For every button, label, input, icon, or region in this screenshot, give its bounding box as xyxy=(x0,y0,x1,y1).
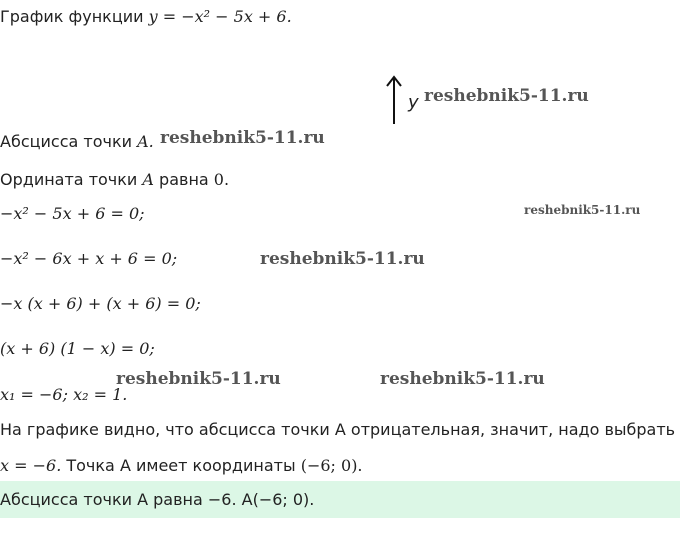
y-axis-arrow-icon xyxy=(384,74,404,126)
ordinate-value: 0. xyxy=(213,170,230,189)
point-name: A xyxy=(137,132,149,151)
explanation-line-1: На графике видно, что абсцисса точки A отрицательная, значит, надо выбрать xyxy=(0,420,676,439)
watermark: reshebnik5-11.ru xyxy=(380,369,545,389)
watermark: reshebnik5-11.ru xyxy=(524,203,641,217)
ordinate-tail-text: равна xyxy=(153,170,214,189)
explanation-coords: (−6; 0). xyxy=(300,456,363,475)
roots: x₁ = −6; x₂ = 1. xyxy=(0,385,128,404)
abscissa-text: Абсцисса точки xyxy=(0,132,138,151)
watermark: reshebnik5-11.ru xyxy=(116,369,281,389)
ordinate-line xyxy=(0,169,229,191)
equation-3: −x (x + 6) + (x + 6) = 0; xyxy=(0,294,201,313)
explanation-formula: x = −6. xyxy=(0,456,62,475)
title-formula: y = −x² − 5x + 6. xyxy=(148,7,292,26)
title-text: График функции xyxy=(0,7,149,26)
ordinate-text: Ордината точки xyxy=(0,170,143,189)
equation-1: −x² − 5x + 6 = 0; xyxy=(0,204,145,223)
answer-text: Абсцисса точки A равна −6. A(−6; 0). xyxy=(0,490,315,509)
problem-title xyxy=(0,6,292,28)
watermark: reshebnik5-11.ru xyxy=(260,249,425,269)
explanation-line-2 xyxy=(0,455,363,477)
equation-2: −x² − 6x + x + 6 = 0; xyxy=(0,249,178,268)
watermark: reshebnik5-11.ru xyxy=(160,128,325,148)
equation-4: (x + 6) (1 − x) = 0; xyxy=(0,339,155,358)
watermark: reshebnik5-11.ru xyxy=(424,86,589,106)
point-name: A xyxy=(142,170,154,189)
abscissa-line: Абсцисса точки A. xyxy=(0,132,154,151)
explanation-text: Точка A имеет координаты xyxy=(61,456,301,475)
y-axis-label: y xyxy=(408,92,419,113)
